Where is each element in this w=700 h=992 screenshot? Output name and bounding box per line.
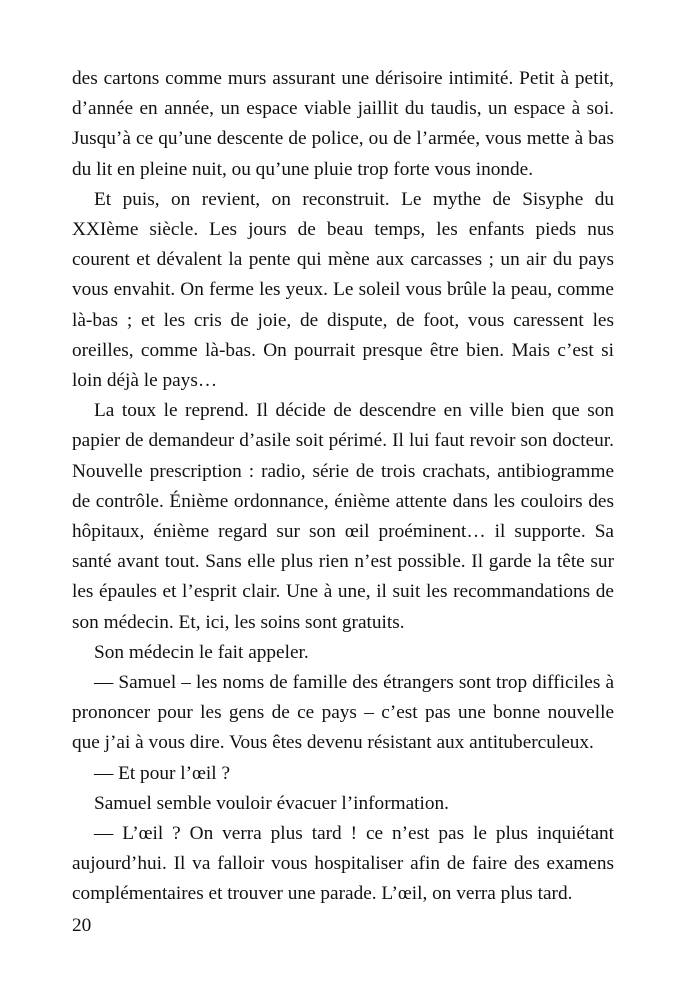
page-number: 20: [72, 915, 92, 936]
paragraph-medecin-appel: Son médecin le fait appeler.: [94, 641, 309, 663]
paragraph-continued: des cartons comme murs assurant une dérisoire intimité. Petit à petit, d’année en année, un espace viable jaillit du taudis, un espace à soi. Jusqu’à ce qu’une descente de police, ou de l’armée, vous mette à bas du lit en pleine nuit, ou qu’une pluie trop forte vous inonde.: [72, 68, 614, 180]
page-body: [72, 64, 614, 910]
dialogue-loeil-plus-tard: — L’œil ? On verra plus tard ! ce n’est pas le plus inquiétant aujourd’hui. Il va falloir vous hospitaliser afin de faire des examens complémentaires et trouver une parade. L’œil, on verra plus tard.: [72, 823, 614, 905]
dialogue-et-pour-loeil: — Et pour l’œil ?: [94, 762, 231, 784]
paragraph-toux: La toux le reprend. Il décide de descendre en ville bien que son papier de demandeur d’asile soit périmé. Il lui faut revoir son docteur. Nouvelle prescription : radio, série de trois crachats, antibiogramme de contrôle. Énième ordonnance, énième attente dans les couloirs des hôpitaux, énième regard sur son œil proéminent… il supporte. Sa santé avant tout. Sans elle plus rien n’est possible. Il garde la tête sur les épaules et l’esprit clair. Une à une, il suit les recommandations de son médecin. Et, ici, les soins sont gratuits.: [72, 400, 614, 633]
paragraph-sisyphe: Et puis, on revient, on reconstruit. Le mythe de Sisyphe du XXIème siècle. Les jours de beau temps, les enfants pieds nus courent et dévalent la pente qui mène aux carcasses ; un air du pays vous envahit. On ferme les yeux. Le soleil vous brûle la peau, comme là-bas ; et les cris de joie, de dispute, de foot, vous caressent les oreilles, comme là-bas. On pourrait presque être bien. Mais c’est si loin déjà le pays…: [72, 188, 614, 392]
paragraph-evacuer: Samuel semble vouloir évacuer l’information.: [94, 792, 449, 814]
dialogue-samuel-resistant: — Samuel – les noms de famille des étrangers sont trop difficiles à prononcer pour les gens de ce pays – c’est pas une bonne nouvelle que j’ai à vous dire. Vous êtes devenu résistant aux antituberculeux.: [72, 672, 614, 754]
